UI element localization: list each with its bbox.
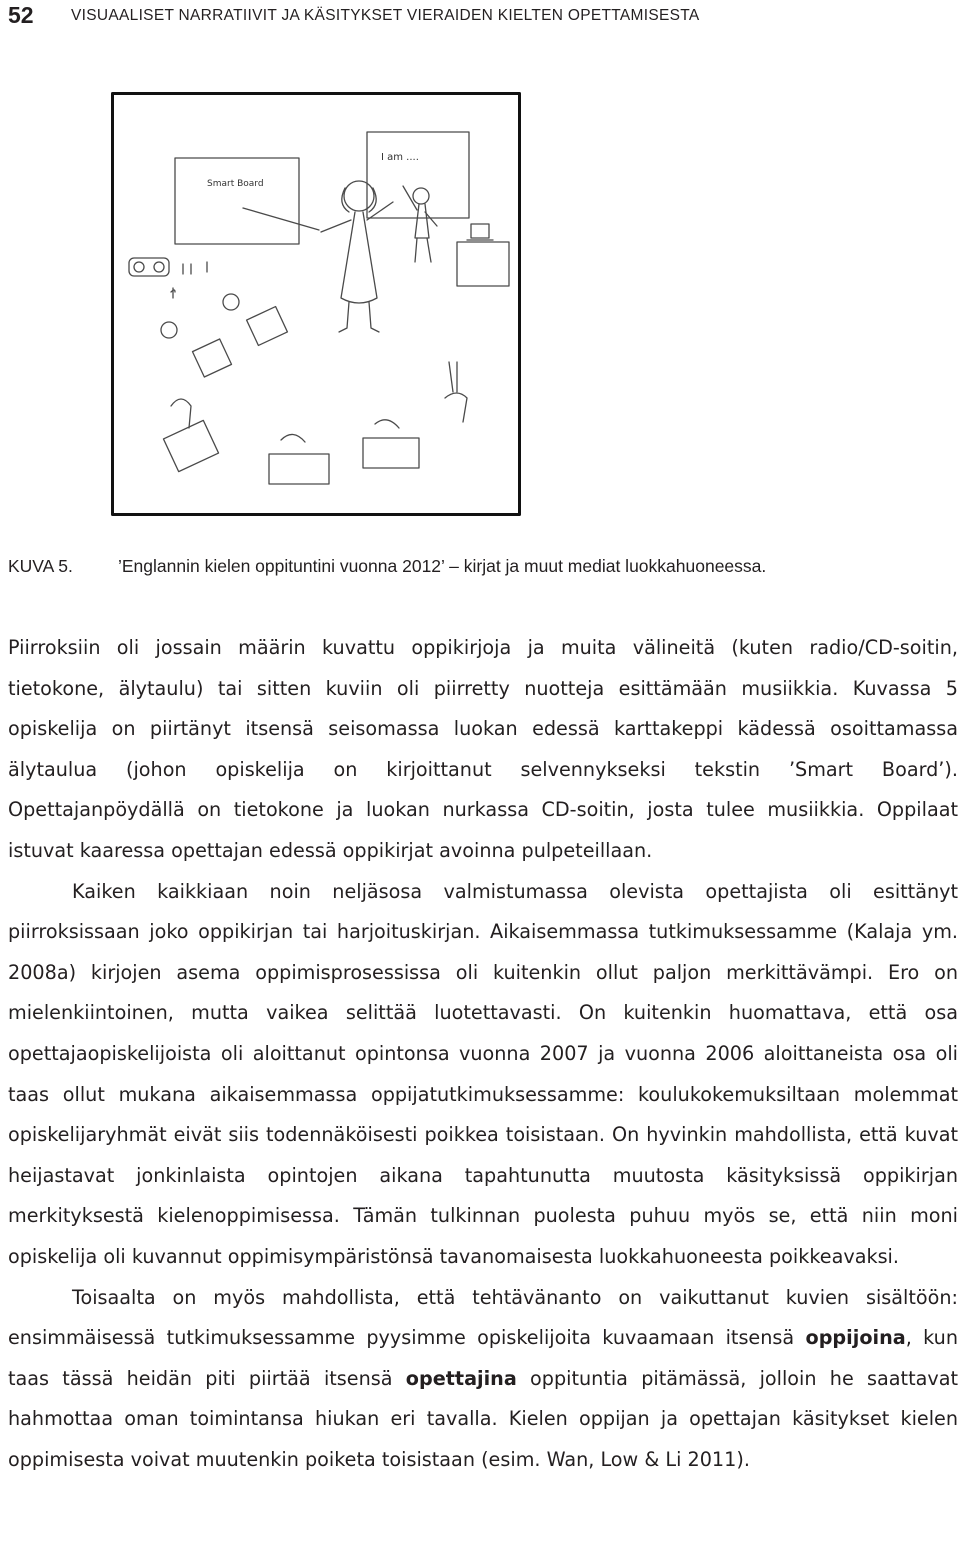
page-header bbox=[0, 0, 960, 32]
p3-bold-opettajina: opettajina bbox=[405, 1366, 517, 1390]
smart-board bbox=[175, 158, 299, 244]
figure-drawing bbox=[111, 92, 521, 516]
music-notes bbox=[171, 262, 207, 298]
whiteboard-text: I am .... bbox=[381, 152, 419, 163]
smartboard-label: Smart Board bbox=[207, 179, 264, 189]
body-text bbox=[8, 628, 958, 1480]
figure-caption bbox=[8, 556, 958, 577]
teacher-figure bbox=[243, 181, 393, 332]
paragraph-2: Kaiken kaikkiaan noin neljäsosa valmistumassa olevista opettajista oli esittänyt piirroksissaan joko oppikirjan tai harjoituskirjan. Aikaisemmassa tutkimuksessamme (Kalaja ym. 2008a) kirjojen asema oppimisprosessissa oli kuitenkin ollut paljon merkittävämpi. Ero on mielenkiintoinen, mutta vaikea selittää luotettavasti. On kuitenkin huomattava, että osa opettajaopiskelijoista oli aloittanut opintonsa vuonna 2007 ja vuonna 2006 aloittaneista osa oli taas ollut mukana aikaisemmassa oppijatutkimuksessamme: koulukokemuksiltaan molemmat opiskelijaryhmät eivät siis todennäköisesti poikkea toisistaan. On hyvinkin mahdollista, että kuvat heijastavat jonkinlaista opintojen aikana tapahtunutta muutosta käsityksissä oppikirjan merkityksestä kielenoppimisessa. Tämän tulkinnan puolesta puhuu myös se, että niin moni opiskelija oli kuvannut oppimisympäristönsä tavanomaisesta luokkahuoneesta poikkeavaksi. bbox=[8, 879, 958, 1268]
teacher-desk bbox=[457, 224, 509, 286]
p3-bold-oppijoina: oppijoina bbox=[805, 1326, 906, 1350]
whiteboard bbox=[367, 132, 469, 218]
student-at-board bbox=[403, 186, 437, 262]
caption-label: KUVA 5. bbox=[8, 556, 73, 576]
paragraph-3 bbox=[8, 1278, 958, 1481]
p3-part-d: oppituntia pitämässä, jolloin he saattavat hahmottaa oman toimintansa hiukan eri tavalla. Kielen oppijan ja opettajan käsitykset kielen oppimisesta voivat muutenkin poiketa toisistaan (esim. Wan, Low & Li 2011). bbox=[8, 1366, 958, 1471]
p3-part-c: , kun taas tässä heidän piti piirtää itsensä bbox=[8, 1326, 958, 1390]
caption-text: ’Englannin kielen oppituntini vuonna 2012’ – kirjat ja muut mediat luokkahuoneessa. bbox=[118, 556, 767, 576]
students-arc bbox=[161, 294, 467, 484]
paragraph-1: Piirroksiin oli jossain määrin kuvattu oppikirjoja ja muita välineitä (kuten radio/CD-soitin, tietokone, älytaulu) tai sitten kuviin oli piirretty nuotteja esittämään musiikkia. Kuvassa 5 opiskelija on piirtänyt itsensä seisomassa luokan edessä karttakeppi kädessä osoittamassa älytaulua (johon opiskelija on kirjoittanut selvennykseksi tekstin ’Smart Board’). Opettajanpöydällä on tietokone ja luokan nurkassa CD-soitin, josta tulee musiikkia. Oppilaat istuvat kaaressa opettajan edessä oppikirjat avoinna pulpeteillaan. bbox=[8, 636, 958, 862]
p3-part-a: Toisaalta on myös mahdollista, että tehtävänanto on vaikuttanut kuvien sisältöön: ensimmäisessä tutkimuksessamme pyysimme opiskelijoita kuvaamaan itsensä bbox=[8, 1285, 958, 1350]
page-number: 52 bbox=[8, 2, 34, 28]
cd-player bbox=[129, 258, 169, 276]
running-title: VISUAALISET NARRATIIVIT JA KÄSITYKSET VIERAIDEN KIELTEN OPETTAMISESTA bbox=[71, 7, 700, 24]
